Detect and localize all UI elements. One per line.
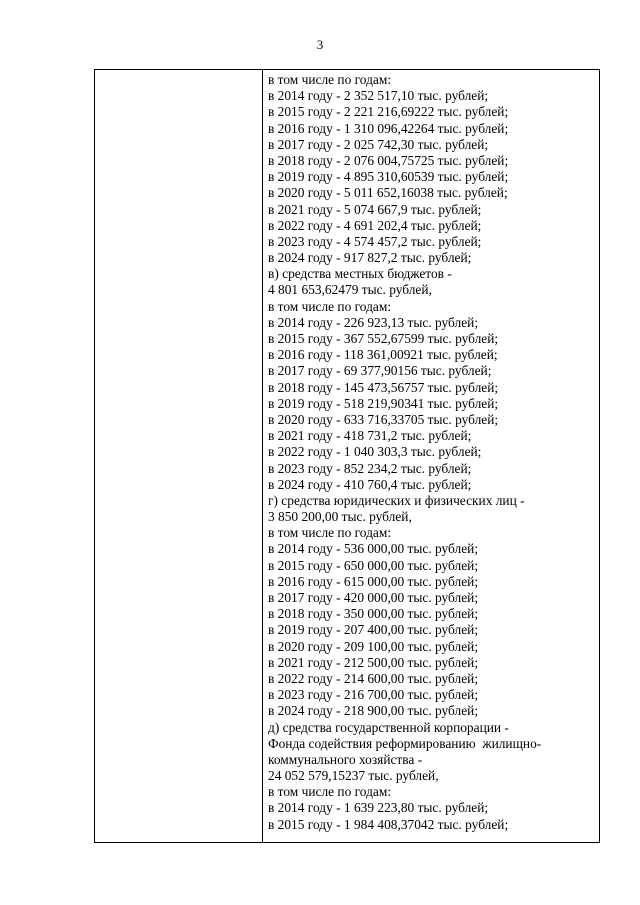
text-line: в 2023 году - 4 574 457,2 тыс. рублей; — [268, 233, 482, 249]
text-line: в 2024 году - 218 900,00 тыс. рублей; — [268, 703, 479, 719]
text-line: в 2021 году - 5 074 667,9 тыс. рублей; — [268, 201, 482, 217]
text-line: в) средства местных бюджетов - — [268, 266, 452, 282]
text-line: в 2024 году - 410 760,4 тыс. рублей; — [268, 476, 472, 492]
text-line: в 2015 году - 1 984 408,37042 тыс. рублей; — [268, 816, 509, 832]
text-line: в 2018 году - 145 473,56757 тыс. рублей; — [268, 379, 499, 395]
text-line: 4 801 653,62479 тыс. рублей, — [268, 282, 432, 298]
text-line: в 2015 году - 367 552,67599 тыс. рублей; — [268, 331, 499, 346]
text-line: Фонда содействия реформированию жилищно- — [268, 735, 542, 751]
text-line: в 2023 году - 216 700,00 тыс. рублей; — [268, 687, 479, 703]
text-line: в том числе по годам: — [268, 72, 392, 87]
text-line: в 2017 году - 420 000,00 тыс. рублей; — [268, 590, 479, 605]
text-line: в том числе по годам: — [268, 784, 392, 800]
text-line: в 2022 году - 1 040 303,3 тыс. рублей; — [268, 444, 482, 460]
text-line: в 2016 году - 1 310 096,42264 тыс. рублей; — [268, 120, 509, 136]
text-line: в 2022 году - 214 600,00 тыс. рублей; — [268, 670, 479, 686]
text-line: в 2021 году - 418 731,2 тыс. рублей; — [268, 428, 472, 444]
text-line: в 2016 году - 615 000,00 тыс. рублей; — [268, 573, 479, 589]
text-line: в 2020 году - 633 716,33705 тыс. рублей; — [268, 411, 499, 427]
text-line: г) средства юридических и физических лиц - — [268, 492, 525, 508]
text-line: в 2015 году - 2 221 216,69222 тыс. рублей; — [268, 104, 509, 120]
text-line: в 2017 году - 69 377,90156 тыс. рублей; — [268, 363, 492, 379]
funding-table — [94, 69, 600, 843]
text-line: в 2018 году - 350 000,00 тыс. рублей; — [268, 606, 479, 622]
text-line: в 2014 году - 2 352 517,10 тыс. рублей; — [268, 88, 489, 104]
text-line: в 2017 году - 2 025 742,30 тыс. рублей; — [268, 136, 489, 152]
text-line: в 2018 году - 2 076 004,75725 тыс. рублей; — [268, 152, 509, 168]
text-line: в 2014 году - 536 000,00 тыс. рублей; — [268, 541, 479, 557]
text-line: в 2019 году - 4 895 310,60539 тыс. рублей; — [268, 169, 509, 185]
text-line: в 2020 году - 209 100,00 тыс. рублей; — [268, 638, 479, 654]
text-line: в 2015 году - 650 000,00 тыс. рублей; — [268, 557, 479, 573]
table-right-cell — [263, 70, 599, 842]
text-line: в 2019 году - 518 219,90341 тыс. рублей; — [268, 395, 499, 411]
text-line: в 2014 году - 226 923,13 тыс. рублей; — [268, 314, 479, 330]
text-line: в том числе по годам: — [268, 525, 392, 541]
text-line: 3 850 200,00 тыс. рублей, — [268, 509, 412, 525]
text-line: в 2020 году - 5 011 652,16038 тыс. рублей; — [268, 185, 508, 201]
text-line: в 2024 году - 917 827,2 тыс. рублей; — [268, 250, 472, 266]
text-line: 24 052 579,15237 тыс. рублей, — [268, 768, 439, 784]
text-line: в 2023 году - 852 234,2 тыс. рублей; — [268, 460, 472, 476]
text-line: в 2016 году - 118 361,00921 тыс. рублей; — [268, 347, 498, 363]
page-number: 3 — [316, 37, 324, 52]
text-line: в 2022 году - 4 691 202,4 тыс. рублей; — [268, 217, 482, 233]
text-line: в 2021 году - 212 500,00 тыс. рублей; — [268, 654, 479, 670]
text-line: в 2019 году - 207 400,00 тыс. рублей; — [268, 622, 479, 638]
text-line: коммунального хозяйства - — [268, 751, 423, 767]
text-line: в 2014 году - 1 639 223,80 тыс. рублей; — [268, 800, 489, 816]
text-line: в том числе по годам: — [268, 298, 392, 314]
text-line: д) средства государственной корпорации - — [268, 719, 509, 735]
table-left-cell — [95, 70, 263, 842]
